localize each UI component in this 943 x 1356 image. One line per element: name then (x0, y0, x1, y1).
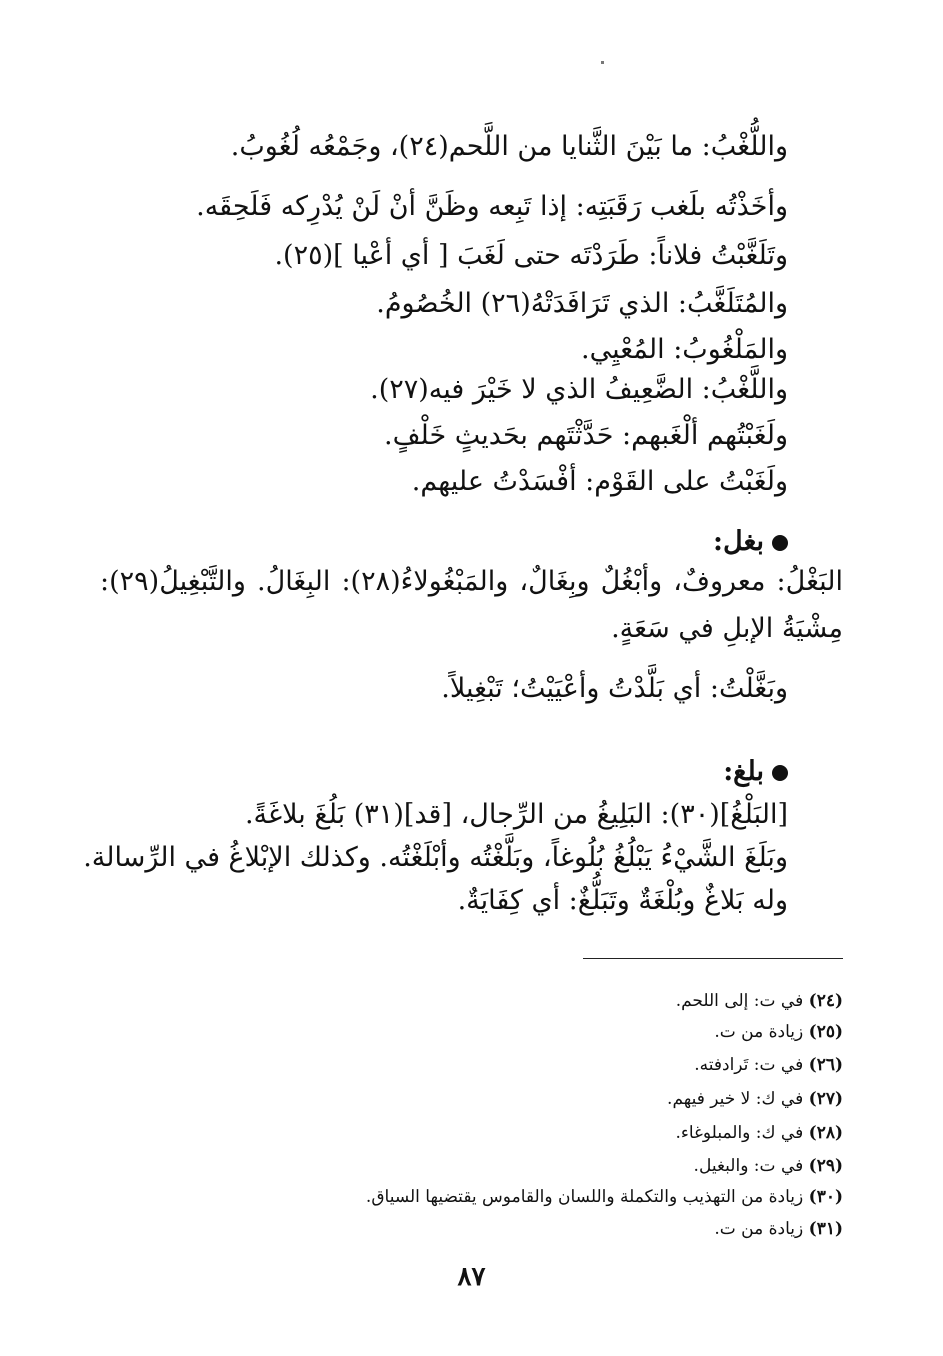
scan-speck (601, 61, 604, 64)
entry-heading-balagh (723, 752, 788, 792)
footnote-text: في ك: والمبلوغاء. (675, 1123, 804, 1143)
entry-line: ولَغَبْتُ على القَوْم: أفْسَدْتُ عليهم. (411, 466, 788, 497)
footnote-text: في ت: والبغيل. (693, 1156, 804, 1176)
footnote-number: (٣٠) (808, 1187, 843, 1207)
footnote-text: زيادة من التهذيب والتكملة واللسان والقاموس يقتضيها السياق. (365, 1187, 804, 1207)
entry-line: وله بَلاغٌ وبُلْغَةٌ وتَبَلُّغٌ: أي كِفَايَةٌ. (457, 885, 788, 916)
entry-line: وبَلَغَ الشَّيْءُ يَبْلُغُ بُلُوغاً، وبَلَّغْتُه وأبْلَغْتُه. وكذلك الإبْلاغُ في الرِّسالة. (83, 842, 788, 873)
footnote-number: (٢٤) (808, 991, 843, 1011)
footnote-number: (٣١) (808, 1219, 843, 1239)
heading-text: بلغ: (723, 756, 764, 787)
entry-line: البَغْلُ: معروفٌ، وأبْغُلٌ وبِغَالٌ، والمَبْغُولاءُ(٢٨): البِغَالُ. والتَّبْغِيلُ(٢٩): (100, 566, 843, 597)
entry-line: واللَّغْبُ: الضَّعِيفُ الذي لا خَيْرَ فيه(٢٧). (370, 374, 788, 405)
footnote-separator (583, 958, 843, 959)
entry-line: وتَلَغَّبْتُ فلاناً: طَرَدْتَه حتى لَغَبَ [ أي أعْيا ](٢٥). (274, 240, 788, 271)
footnote-number: (٢٦) (808, 1055, 843, 1075)
entry-line: [البَلْغُ](٣٠): البَلِيغُ من الرِّجال، [قد](٣١) بَلُغَ بلاغَةً. (244, 799, 788, 830)
footnote-number: (٢٥) (808, 1022, 843, 1042)
footnote-number: (٢٧) (808, 1089, 843, 1109)
footnote (667, 1086, 843, 1112)
heading-text: بغل: (713, 526, 764, 557)
entry-line: واللُّغْبُ: ما بَيْنَ الثَّنايا من اللَّحم(٢٤)، وجَمْعُه لُغُوبُ. (230, 131, 788, 162)
footnote (714, 1019, 843, 1045)
footnote-text: زيادة من ت. (714, 1022, 804, 1042)
entry-heading-baghl (713, 522, 788, 562)
footnote-number: (٢٩) (808, 1156, 843, 1176)
footnote (675, 1120, 843, 1146)
entry-line: مِشْيَةُ الإبلِ في سَعَةٍ. (611, 613, 843, 644)
page-number: ٨٧ (457, 1262, 486, 1292)
footnote-number: (٢٨) (808, 1123, 843, 1143)
footnote (694, 1052, 843, 1078)
footnote-text: زيادة من ت. (714, 1219, 804, 1239)
entry-line: ولَغَبْتُهم ألْغَبهم: حَدَّثْتَهم بحَديثٍ خَلْفٍ. (384, 420, 788, 451)
footnote (676, 988, 843, 1014)
entry-line: والمُتَلَغَّبُ: الذي تَرَافَدَتْهُ(٢٦) الخُصُومُ. (376, 288, 788, 319)
entry-line: وبَغَّلْتُ: أي بَلَّدْتُ وأعْيَيْتُ؛ تَبْغِيلاً. (441, 673, 788, 704)
footnote-text: في ت: تَرادفته. (694, 1055, 804, 1075)
footnote-text: في ت: إلى اللحم. (675, 991, 804, 1011)
footnote (714, 1216, 843, 1242)
bullet-icon (772, 535, 788, 551)
bullet-icon (772, 765, 788, 781)
footnote (366, 1184, 843, 1210)
footnote (694, 1153, 843, 1179)
footnote-text: في ك: لا خير فيهم. (667, 1089, 804, 1109)
entry-line: والمَلْغُوبُ: المُعْيِي. (581, 334, 788, 365)
entry-line: وأخَذْتُه بلَغب رَقَبَتِه: إذا تَبِعه وظَنَّ أنْ لَنْ يُدْرِكه فَلَحِقَه. (196, 191, 788, 222)
